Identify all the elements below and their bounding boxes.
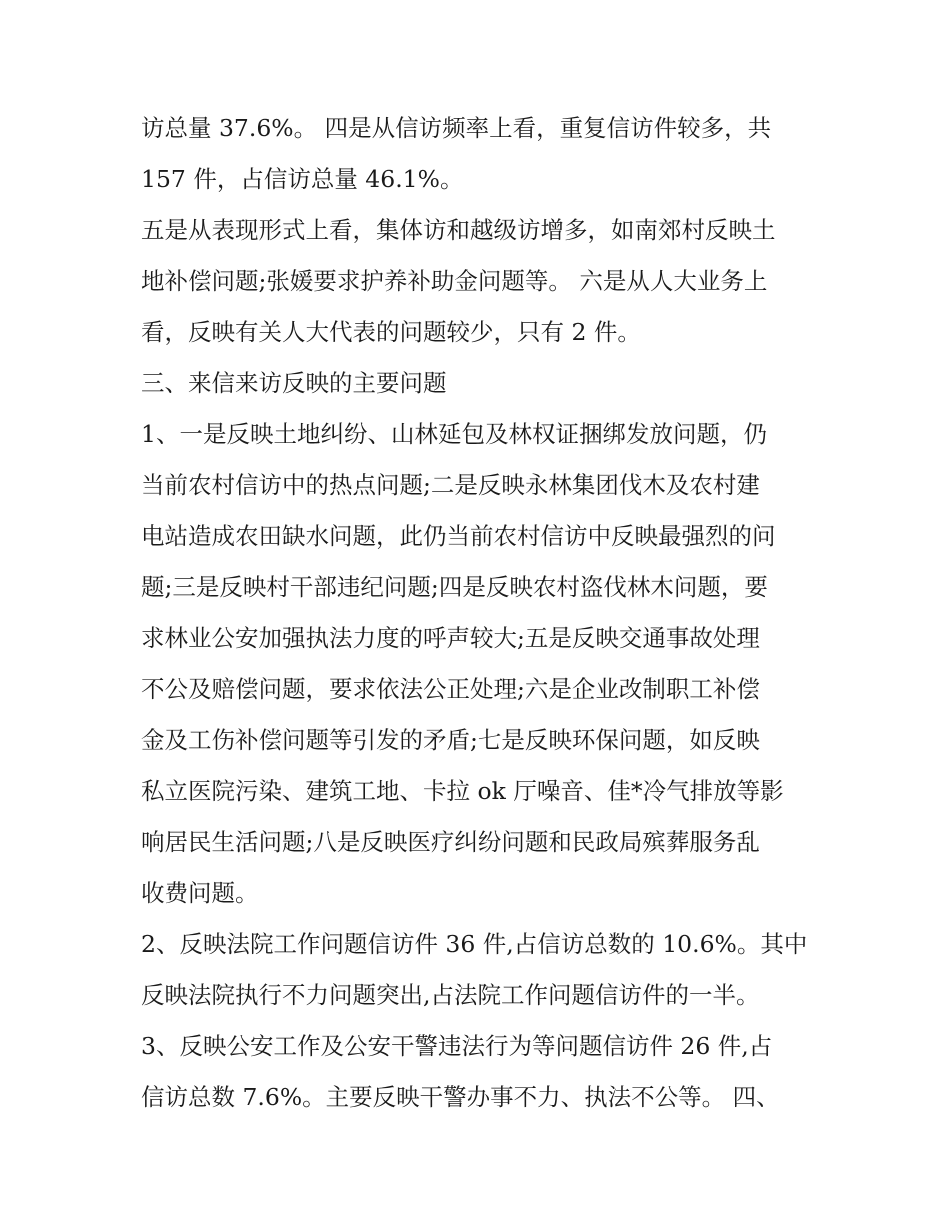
text-line: 电站造成农田缺水问题，此仍当前农村信访中反映最强烈的问 [141, 522, 776, 550]
text-line: 反映法院执行不力问题突出,占法院工作问题信访件的一半。 [141, 981, 760, 1009]
text-line: 2、反映法院工作问题信访件 36 件,占信访总数的 10.6%。其中 [141, 930, 808, 958]
text-line: 看，反映有关人大代表的问题较少，只有 2 件。 [141, 318, 641, 346]
text-line: 1、一是反映土地纠纷、山林延包及林权证捆绑发放问题，仍 [141, 420, 767, 448]
text-line: 金及工伤补偿问题等引发的矛盾;七是反映环保问题，如反映 [141, 726, 760, 754]
text-line: 私立医院污染、建筑工地、卡拉 ok 厅噪音、佳*冷气排放等影 [141, 777, 784, 805]
text-line: 访总量 37.6%。 四是从信访频率上看，重复信访件较多，共 [141, 114, 772, 142]
text-line: 响居民生活问题;八是反映医疗纠纷问题和民政局殡葬服务乱 [141, 828, 760, 856]
text-line: 收费问题。 [141, 879, 259, 907]
text-line: 地补偿问题;张媛要求护养补助金问题等。 六是从人大业务上 [141, 267, 768, 295]
document-body [141, 103, 821, 1123]
text-line: 3、反映公安工作及公安干警违法行为等问题信访件 26 件,占 [141, 1032, 773, 1060]
text-line: 五是从表现形式上看，集体访和越级访增多，如南郊村反映土 [141, 216, 776, 244]
section-heading: 三、来信来访反映的主要问题 [141, 369, 447, 397]
text-line: 不公及赔偿问题，要求依法公正处理;六是企业改制职工补偿 [141, 675, 760, 703]
text-line: 157 件，占信访总量 46.1%。 [141, 165, 464, 193]
text-line: 求林业公安加强执法力度的呼声较大;五是反映交通事故处理 [141, 624, 760, 652]
text-line: 信访总数 7.6%。主要反映干警办事不力、执法不公等。 四、 [141, 1083, 780, 1111]
text-line: 题;三是反映村干部违纪问题;四是反映农村盗伐林木问题，要 [141, 573, 768, 601]
text-line: 当前农村信访中的热点问题;二是反映永林集团伐木及农村建 [141, 471, 760, 499]
